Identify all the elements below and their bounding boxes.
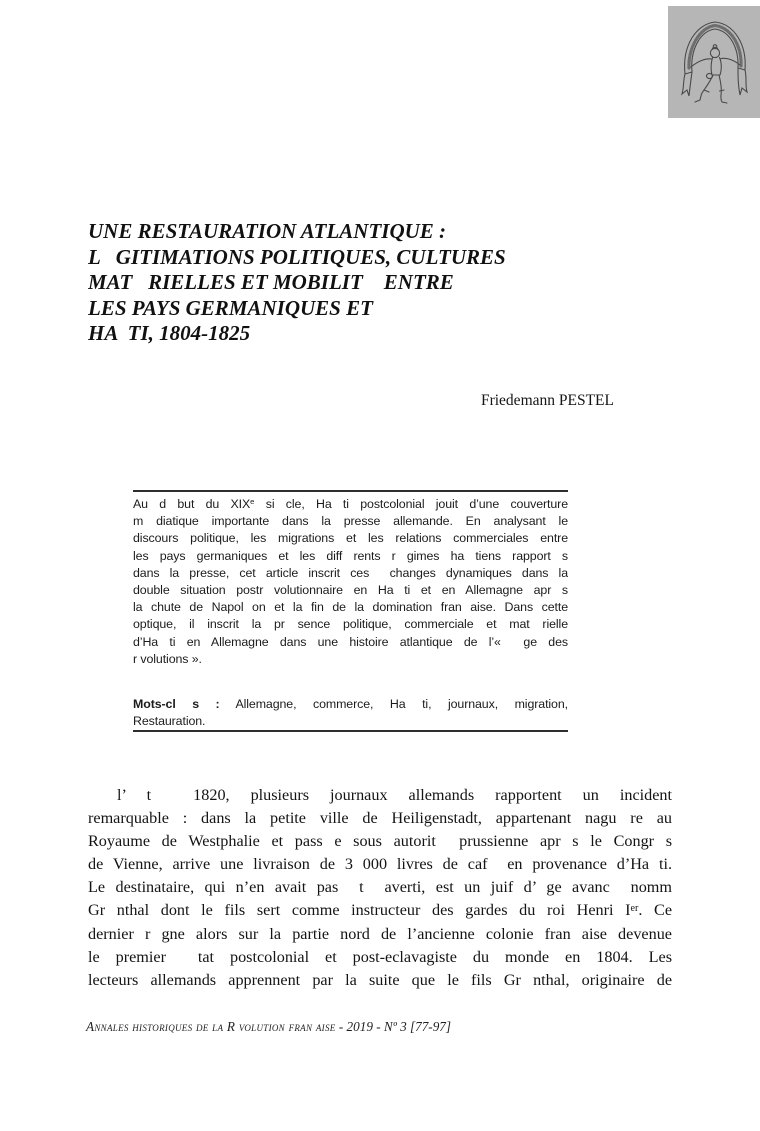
- abstract-segment: si cle, Ha ti postcolonial jouit d’une couverture: [254, 497, 568, 511]
- keywords-label: Mots-cl s :: [133, 697, 220, 711]
- article-title: [88, 219, 653, 347]
- footer-journal-name: Annales historiques de la R volution fran aise: [86, 1019, 336, 1034]
- walking-figure-with-banner-icon: [668, 6, 760, 118]
- abstract-text: [133, 496, 568, 668]
- title-line-5: HA TI, 1804-1825: [88, 321, 251, 346]
- body-line: lecteurs allemands apprennent par la suite que le fils Gr nthal, originaire de: [88, 970, 672, 989]
- title-line-3: MAT RIELLES ET MOBILIT ENTRE: [88, 270, 454, 295]
- abstract-segment: Au d but du XIX: [133, 497, 251, 511]
- keywords-line: Restauration.: [133, 714, 206, 729]
- abstract-top-rule: [133, 490, 568, 492]
- body-line: Royaume de Westphalie et pass e sous autorit prussienne apr s le Congr s: [88, 832, 672, 851]
- journal-logo: [668, 6, 760, 118]
- abstract-line: la chute de Napol on et la fin de la domination fran aise. Dans cette: [133, 600, 568, 615]
- body-segment: . Ce: [638, 901, 672, 920]
- title-line-2: L GITIMATIONS POLITIQUES, CULTURES: [88, 244, 506, 269]
- abstract-line: double situation postr volutionnaire en Ha ti et en Allemagne apr s: [133, 582, 568, 597]
- keywords-bottom-rule: [133, 730, 568, 732]
- body-line: l’ t 1820, plusieurs journaux allemands rapportent un incident: [117, 786, 672, 804]
- keywords-line: [133, 696, 568, 713]
- century-superscript: e: [250, 497, 255, 506]
- abstract-line: dans la presse, cet article inscrit ces changes dynamiques dans la: [133, 565, 568, 580]
- title-line-4: LES PAYS GERMANIQUES ET: [88, 295, 373, 320]
- body-line: de Vienne, arrive une livraison de 3 000 livres de caf en provenance d’Ha ti.: [88, 855, 672, 874]
- body-line: remarquable : dans la petite ville de Heiligenstadt, appartenant nagu re au: [88, 809, 672, 828]
- body-text: [88, 784, 672, 992]
- abstract-line: [133, 496, 568, 513]
- journal-footer: [86, 1019, 451, 1035]
- ordinal-superscript: er: [630, 903, 639, 915]
- footer-issue-info: - 2019 - Nº 3 [77-97]: [335, 1019, 452, 1034]
- body-line: Le destinataire, qui n’en avait pas t averti, est un juif d’ ge avanc nomm: [88, 878, 672, 897]
- abstract-line: discours politique, les migrations et les relations commerciales entre: [133, 531, 568, 546]
- body-line: [88, 899, 672, 922]
- abstract-line: d’Ha ti en Allemagne dans une histoire atlantique de l’« ge des: [133, 634, 568, 649]
- abstract-line: optique, il inscrit la pr sence politique, commerciale et mat rielle: [133, 617, 568, 632]
- abstract-line: les pays germaniques et les diff rents r gimes ha tiens rapport s: [133, 548, 568, 563]
- title-line-1: UNE RESTAURATION ATLANTIQUE :: [88, 219, 447, 243]
- abstract-line: r volutions ».: [133, 651, 202, 666]
- body-segment: Gr nthal dont le fils sert comme instructeur des gardes du roi Henri I: [88, 901, 631, 920]
- keywords-list: Allemagne, commerce, Ha ti, journaux, migration,: [219, 697, 568, 711]
- abstract-line: m diatique importante dans la presse allemande. En analysant le: [133, 514, 568, 529]
- author-name: Friedemann PESTEL: [480, 392, 614, 409]
- body-line: le premier tat postcolonial et post-eclavagiste du monde en 1804. Les: [88, 947, 672, 966]
- keywords-block: [133, 696, 568, 730]
- body-line: dernier r gne alors sur la partie nord de l’ancienne colonie fran aise devenue: [88, 924, 672, 943]
